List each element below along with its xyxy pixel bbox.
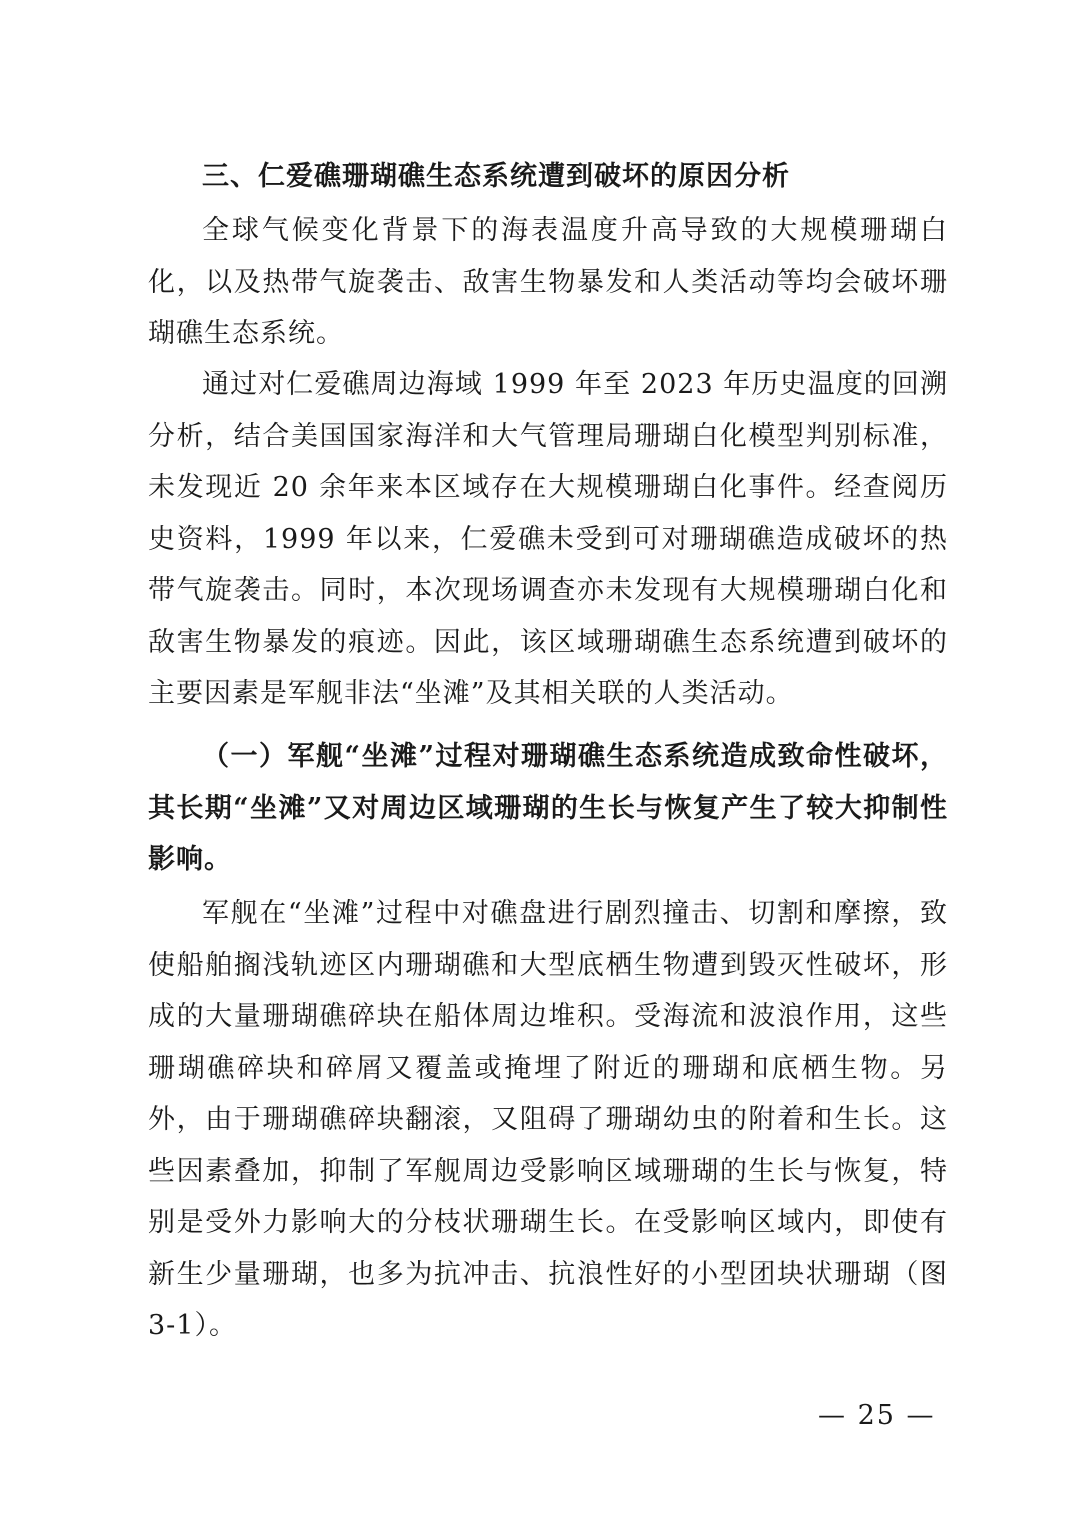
paragraph-damage: 军舰在“坐滩”过程中对礁盘进行剧烈撞击、切割和摩擦，致使船舶搁浅轨迹区内珊瑚礁和大型底栖生物遭到毁灭性破坏，形成的大量珊瑚礁碎块在船体周边堆积。受海流和波浪作用，这些珊瑚礁碎块和碎屑又覆盖或掩埋了附近的珊瑚和底栖生物。另外，由于珊瑚礁碎块翻滚，又阻碍了珊瑚幼虫的附着和生长。这些因素叠加，抑制了军舰周边受影响区域珊瑚的生长与恢复，特别是受外力影响大的分枝状珊瑚生长。在受影响区域内，即使有新生少量珊瑚，也多为抗冲击、抗浪性好的小型团块状珊瑚（图 3-1）。 bbox=[148, 898, 948, 1341]
page-number: — 25 — bbox=[818, 1400, 936, 1431]
subsection-heading: （一）军舰“坐滩”过程对珊瑚礁生态系统造成致命性破坏，其长期“坐滩”又对周边区域珊瑚的生长与恢复产生了较大抑制性影响。 bbox=[148, 741, 948, 875]
paragraph-intro: 全球气候变化背景下的海表温度升高导致的大规模珊瑚白化，以及热带气旋袭击、敌害生物暴发和人类活动等均会破坏珊瑚礁生态系统。 bbox=[148, 215, 948, 349]
paragraph-analysis: 通过对仁爱礁周边海域 1999 年至 2023 年历史温度的回溯分析，结合美国国家海洋和大气管理局珊瑚白化模型判别标准，未发现近 20 余年来本区域存在大规模珊瑚白化事件。经查阅历史资料，1999 年以来，仁爱礁未受到可对珊瑚礁造成破坏的热带气旋袭击。同时，本次现场调查亦未发现有大规模珊瑚白化和敌害生物暴发的痕迹。因此，该区域珊瑚礁生态系统遭到破坏的主要因素是军舰非法“坐滩”及其相关联的人类活动。 bbox=[148, 369, 948, 709]
section-heading: 三、仁爱礁珊瑚礁生态系统遭到破坏的原因分析 bbox=[202, 161, 790, 192]
